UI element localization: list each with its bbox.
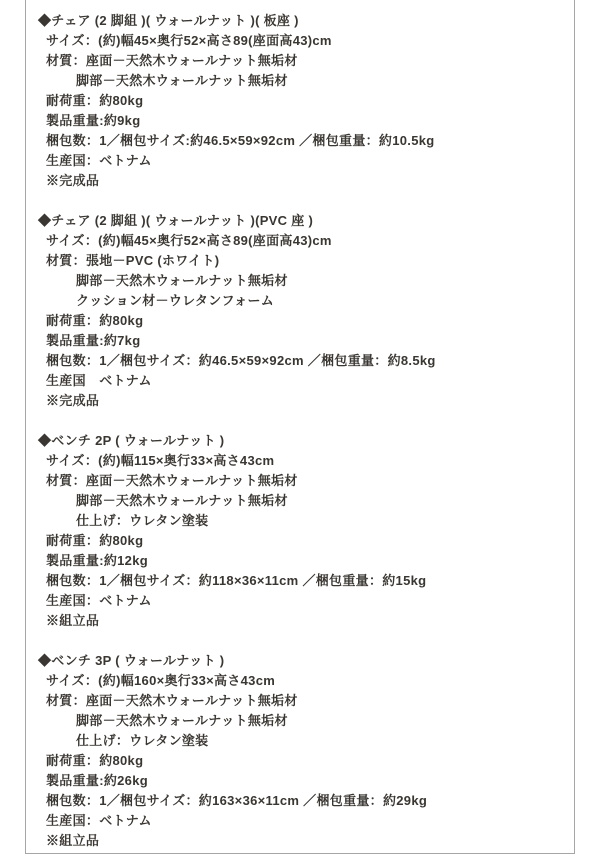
spec-line: ※組立品 <box>46 833 100 848</box>
spec-section <box>38 431 568 631</box>
spec-line: 脚部－天然木ウォールナット無垢材 <box>76 73 288 88</box>
spec-line: 梱包数：1／梱包サイズ：約46.5×59×92cm ／梱包重量：約8.5kg <box>46 353 436 368</box>
section-title: ◆ベンチ 3P ( ウォールナット ) <box>38 653 225 668</box>
spec-section <box>38 11 568 191</box>
spec-line: サイズ：(約)幅45×奥行52×高さ89(座面高43)cm <box>46 33 332 48</box>
spec-line: クッション材－ウレタンフォーム <box>76 293 275 308</box>
spec-line: 生産国：ベトナム <box>46 813 152 828</box>
spec-line: 仕上げ：ウレタン塗装 <box>76 513 209 528</box>
spec-panel-content <box>26 0 574 851</box>
spec-panel <box>25 0 575 854</box>
spec-line: 耐荷重：約80kg <box>46 753 144 768</box>
spec-section <box>38 651 568 851</box>
spec-line: ※組立品 <box>46 613 100 628</box>
spec-section <box>38 211 568 411</box>
spec-line: 生産国：ベトナム <box>46 153 152 168</box>
spec-line: 材質：座面－天然木ウォールナット無垢材 <box>46 693 298 708</box>
spec-line: 製品重量:約9kg <box>46 113 141 128</box>
spec-line: 脚部－天然木ウォールナット無垢材 <box>76 713 288 728</box>
spec-line: サイズ：(約)幅115×奥行33×高さ43cm <box>46 453 275 468</box>
spec-line: 梱包数：1／梱包サイズ：約163×36×11cm ／梱包重量：約29kg <box>46 793 428 808</box>
section-title: ◆ベンチ 2P ( ウォールナット ) <box>38 433 225 448</box>
spec-line: 仕上げ：ウレタン塗装 <box>76 733 209 748</box>
spec-line: 製品重量:約7kg <box>46 333 141 348</box>
spec-line: 耐荷重：約80kg <box>46 313 144 328</box>
spec-line: ※完成品 <box>46 393 100 408</box>
spec-line: 材質：座面－天然木ウォールナット無垢材 <box>46 53 298 68</box>
spec-line: 梱包数：1／梱包サイズ:約46.5×59×92cm ／梱包重量：約10.5kg <box>46 133 435 148</box>
spec-line: 材質：座面－天然木ウォールナット無垢材 <box>46 473 298 488</box>
spec-line: 製品重量:約12kg <box>46 553 148 568</box>
spec-line: 生産国：ベトナム <box>46 593 152 608</box>
spec-line: 耐荷重：約80kg <box>46 93 144 108</box>
spec-line: サイズ：(約)幅160×奥行33×高さ43cm <box>46 673 276 688</box>
spec-line: ※完成品 <box>46 173 100 188</box>
spec-line: 耐荷重：約80kg <box>46 533 144 548</box>
spec-line: 生産国 ベトナム <box>46 373 152 388</box>
spec-line: 製品重量:約26kg <box>46 773 148 788</box>
spec-line: サイズ：(約)幅45×奥行52×高さ89(座面高43)cm <box>46 233 332 248</box>
spec-line: 脚部－天然木ウォールナット無垢材 <box>76 493 288 508</box>
spec-line: 梱包数：1／梱包サイズ：約118×36×11cm ／梱包重量：約15kg <box>46 573 427 588</box>
spec-line: 材質：張地－PVC (ホワイト) <box>46 253 220 268</box>
section-title: ◆チェア (2 脚組 )( ウォールナット )(PVC 座 ) <box>38 213 314 228</box>
section-title: ◆チェア (2 脚組 )( ウォールナット )( 板座 ) <box>38 13 299 28</box>
spec-line: 脚部－天然木ウォールナット無垢材 <box>76 273 288 288</box>
